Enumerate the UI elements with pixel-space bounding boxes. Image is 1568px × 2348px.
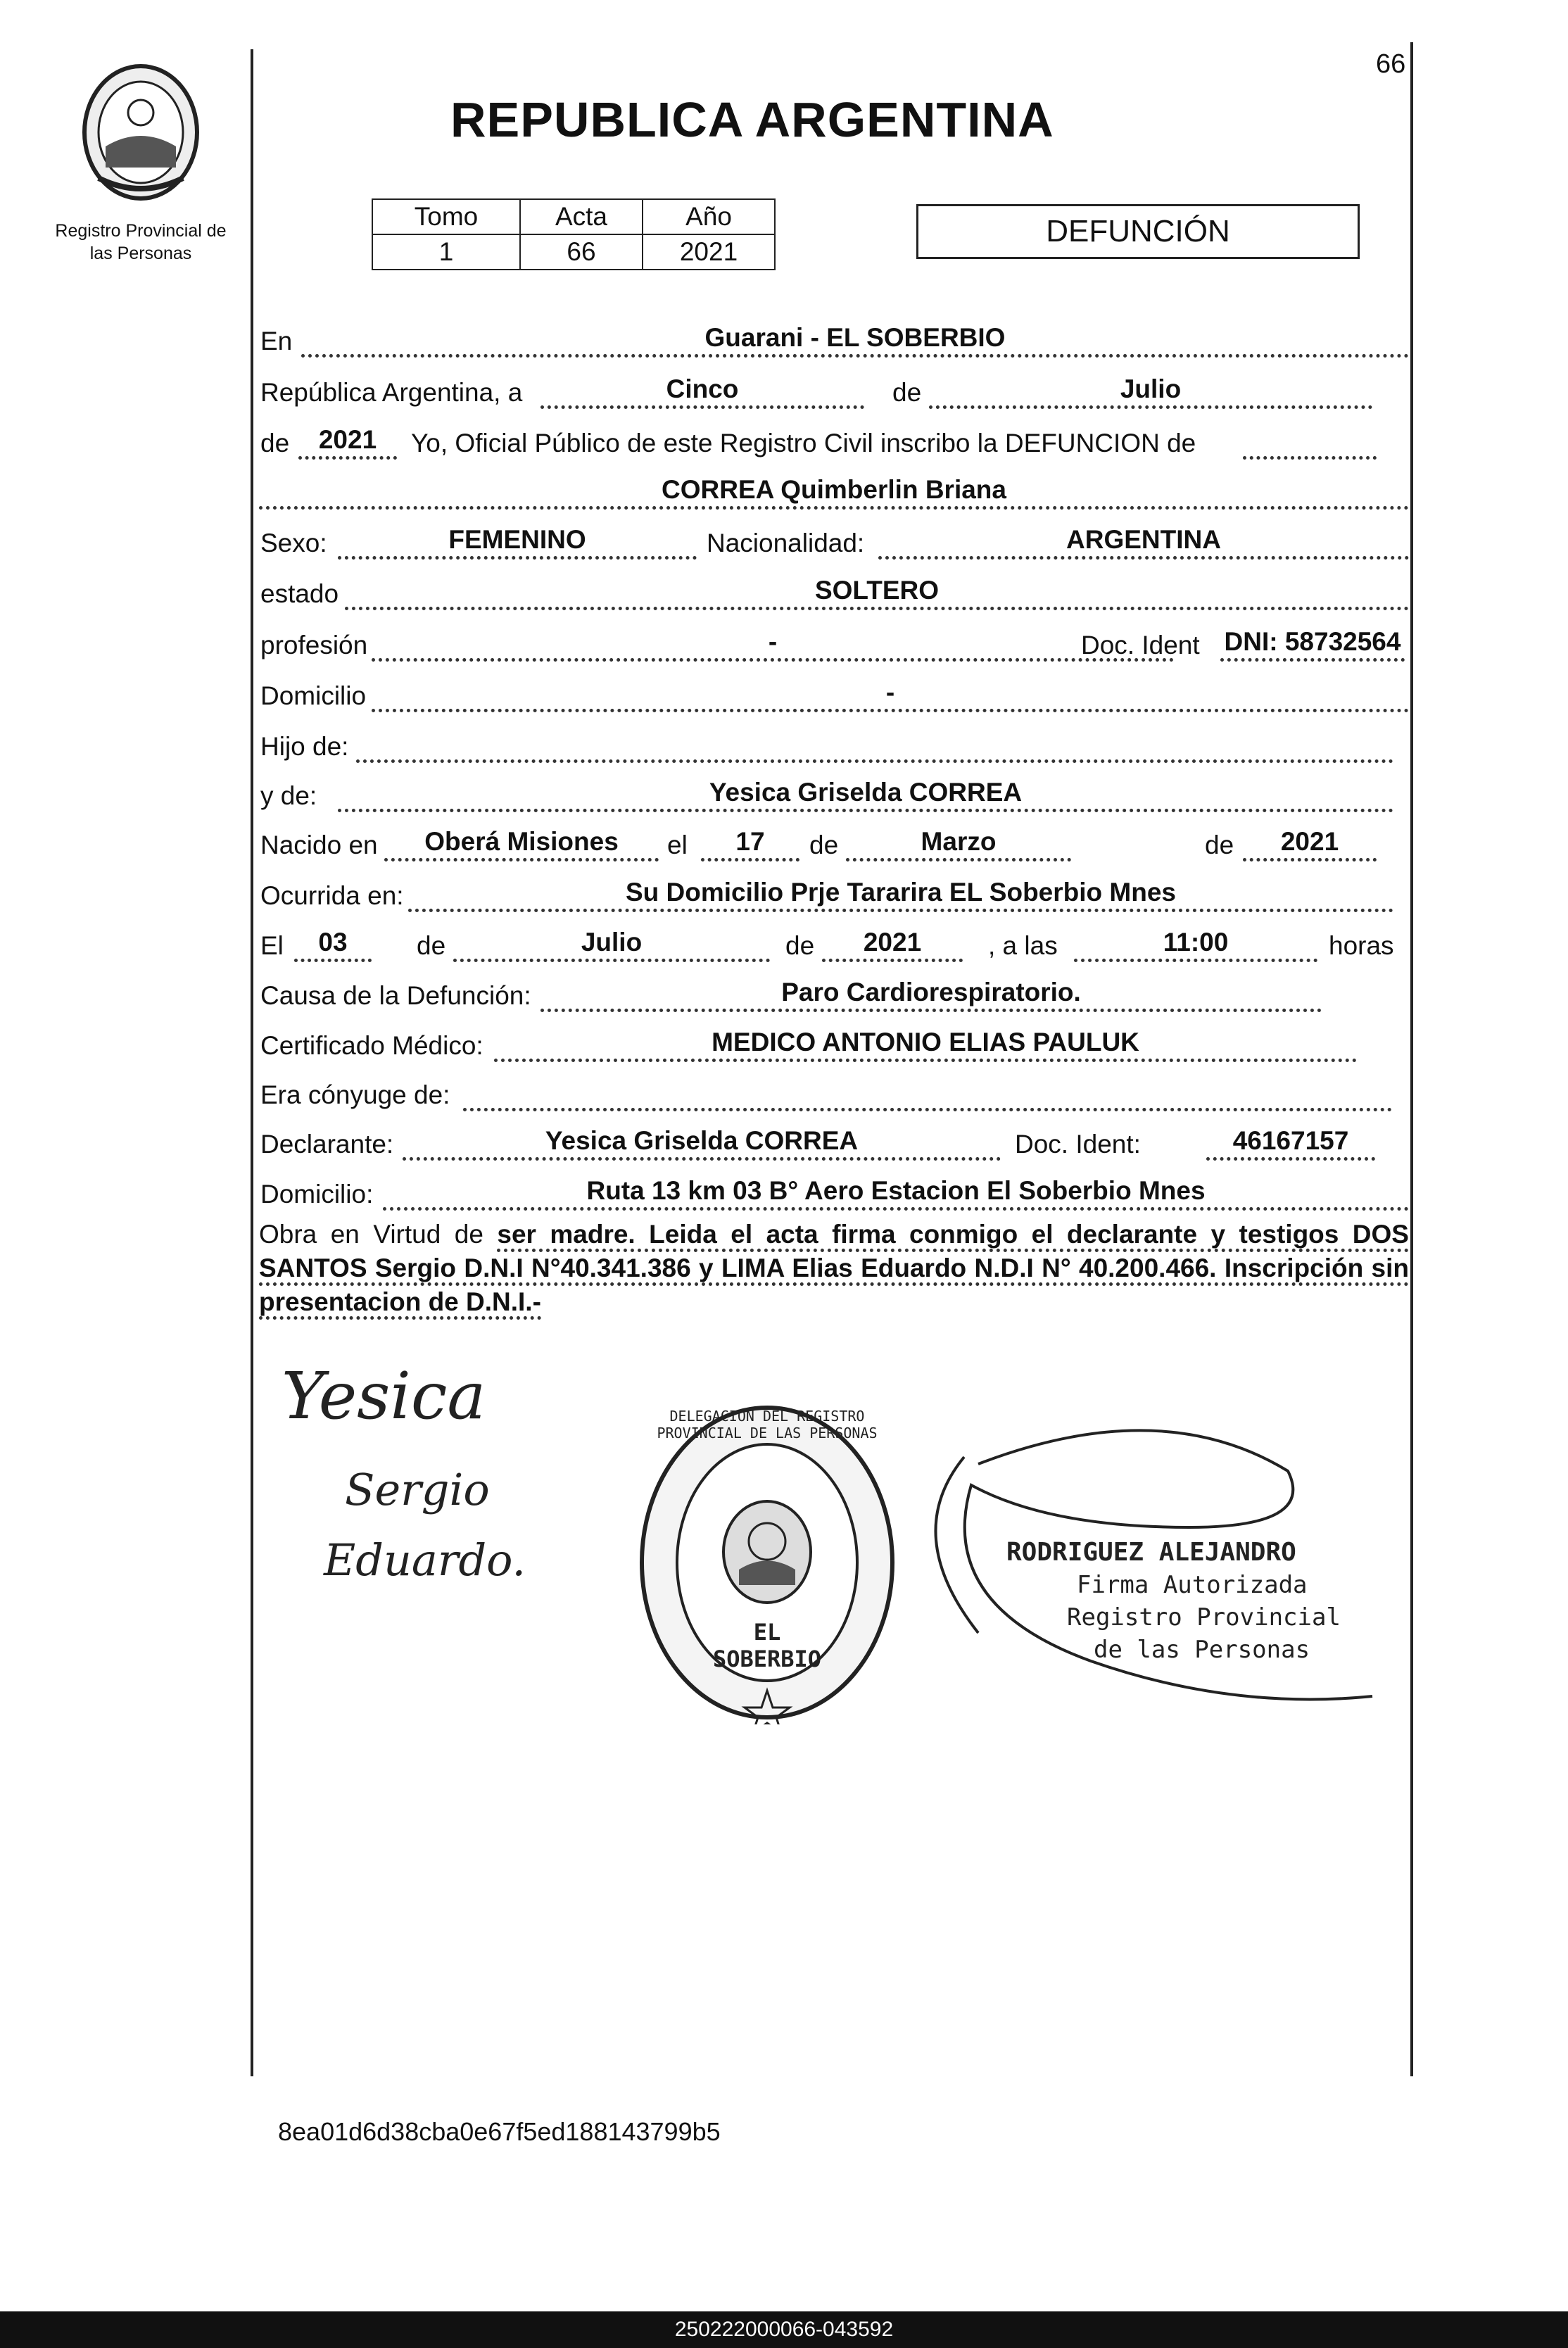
sexo-label: Sexo:	[260, 529, 327, 557]
official-line3: de las Personas	[1094, 1636, 1310, 1664]
causa-value: Paro Cardiorespiratorio.	[540, 976, 1322, 1012]
estado-label: estado	[260, 579, 339, 608]
signature-witness2: Eduardo.	[324, 1534, 526, 1586]
horas-label: horas	[1329, 931, 1394, 960]
nacimiento-mes: Marzo	[846, 826, 1071, 861]
mes-value: Julio	[929, 373, 1372, 409]
obra-text: ser madre. Leida el acta firma conmigo el declarante y testigos DOS SANTOS Sergio D.N.I N°40.341.386 y LIMA Elias Eduardo N.D.I N° 40.200.466. Inscripción sin presentacion de D.N.I.-	[259, 1220, 1409, 1320]
nacido-value: Oberá Misiones	[384, 826, 659, 861]
official-line2: Registro Provincial	[1067, 1603, 1341, 1631]
anio-header: Año	[643, 199, 775, 234]
obra-label: Obra en Virtud de	[259, 1220, 483, 1249]
defuncion-mes: Julio	[453, 926, 770, 962]
row-domicilio	[259, 671, 1413, 721]
doc-ident2-value: 46167157	[1206, 1125, 1375, 1161]
estado-value: SOLTERO	[345, 574, 1409, 610]
row-en	[259, 317, 1413, 366]
de-label-4: de	[417, 931, 446, 960]
profesion-label: profesión	[260, 631, 368, 659]
anio-inscripcion: 2021	[298, 424, 397, 460]
row-causa	[259, 971, 1413, 1021]
row-nombre	[259, 469, 1413, 518]
republica-label: República Argentina, a	[260, 378, 523, 407]
official-name: RODRIGUEZ ALEJANDRO	[1006, 1538, 1296, 1567]
doc-type-box: DEFUNCIÓN	[916, 204, 1360, 259]
profesion-value: -	[372, 626, 1174, 662]
tomo-acta-anio-table	[372, 198, 776, 270]
tomo-header: Tomo	[372, 199, 520, 234]
acta-value: 66	[520, 234, 643, 270]
row-certificado	[259, 1021, 1413, 1071]
de2-label: de	[260, 429, 290, 457]
row-inscribo	[259, 419, 1413, 468]
dia-value: Cinco	[540, 373, 864, 409]
de-label-3: de	[1205, 831, 1234, 859]
ocurrida-label: Ocurrida en:	[260, 881, 404, 910]
row-fecha	[259, 368, 1413, 417]
page-number: 66	[1376, 49, 1406, 79]
el2-label: El	[260, 931, 284, 960]
hijo-value	[356, 727, 1393, 763]
row-conyuge	[259, 1071, 1413, 1120]
row-declarante	[259, 1120, 1413, 1169]
left-margin-line	[251, 49, 253, 2076]
row-yde	[259, 771, 1413, 821]
row-ocurrida	[259, 871, 1413, 921]
signature-witness1: Sergio	[345, 1464, 490, 1515]
row-sexo	[259, 519, 1413, 568]
obra-paragraph	[259, 1218, 1409, 1319]
certificado-value: MEDICO ANTONIO ELIAS PAULUK	[494, 1026, 1357, 1062]
defuncion-hora: 11:00	[1074, 926, 1317, 962]
signature-declarante: Yesica	[282, 1358, 486, 1434]
sexo-value: FEMENINO	[338, 524, 697, 560]
row-estado	[259, 569, 1413, 619]
conyuge-value	[463, 1075, 1392, 1111]
document-hash: 8ea01d6d38cba0e67f5ed188143799b5	[278, 2117, 721, 2146]
declarante-label: Declarante:	[260, 1130, 394, 1159]
de-label-5: de	[785, 931, 815, 960]
page-title: REPUBLICA ARGENTINA	[450, 92, 1054, 147]
declarante-value: Yesica Griselda CORREA	[403, 1125, 1001, 1161]
nacionalidad-value: ARGENTINA	[878, 524, 1409, 560]
domicilio2-label: Domicilio:	[260, 1180, 374, 1208]
certificado-label: Certificado Médico:	[260, 1031, 483, 1060]
row-domicilio2	[259, 1170, 1413, 1219]
doc-ident-label: Doc. Ident	[1081, 631, 1200, 659]
doc-ident2-label: Doc. Ident:	[1015, 1130, 1141, 1159]
official-seal-icon	[633, 1401, 901, 1724]
hijo-label: Hijo de:	[260, 732, 349, 761]
conyuge-label: Era cónyuge de:	[260, 1080, 450, 1109]
inscribo-text: Yo, Oficial Público de este Registro Civil inscribo la DEFUNCION de	[411, 429, 1196, 457]
en-label: En	[260, 327, 293, 355]
yde-value: Yesica Griselda CORREA	[338, 776, 1393, 812]
seal-ring-text: DELEGACION DEL REGISTRO PROVINCIAL DE LAS PERSONAS	[657, 1408, 878, 1441]
de-label: de	[892, 378, 922, 407]
doc-ident-value: DNI: 58732564	[1220, 626, 1405, 662]
nombre-value: CORREA Quimberlin Briana	[259, 474, 1409, 510]
barcode-id-bar: 250222000066-043592	[0, 2311, 1568, 2348]
registry-label-line1: Registro Provincial de	[55, 221, 227, 241]
nacionalidad-label: Nacionalidad:	[707, 529, 865, 557]
seal-center-text: EL SOBERBIO	[712, 1619, 822, 1672]
registry-label	[28, 220, 253, 265]
nacimiento-anio: 2021	[1243, 826, 1377, 861]
alas-label: , a las	[988, 931, 1058, 960]
row-nacido	[259, 821, 1413, 870]
en-value: Guarani - EL SOBERBIO	[301, 322, 1409, 358]
official-line1: Firma Autorizada	[1077, 1571, 1308, 1599]
nacido-label: Nacido en	[260, 831, 378, 859]
registry-label-line2: las Personas	[89, 244, 192, 263]
defuncion-anio: 2021	[822, 926, 963, 962]
nacimiento-dia: 17	[701, 826, 799, 861]
row-fecha-defuncion	[259, 921, 1413, 971]
domicilio-label: Domicilio	[260, 681, 367, 710]
acta-header: Acta	[520, 199, 643, 234]
yde-label: y de:	[260, 781, 317, 810]
defuncion-dia: 03	[294, 926, 372, 962]
ocurrida-value: Su Domicilio Prje Tararira EL Soberbio Mnes	[408, 876, 1393, 912]
inscribo-blank	[1243, 424, 1377, 460]
row-hijo	[259, 722, 1413, 771]
anio-value: 2021	[643, 234, 775, 270]
de-label-2: de	[809, 831, 839, 859]
domicilio-value: -	[372, 676, 1409, 712]
tomo-value: 1	[372, 234, 520, 270]
causa-label: Causa de la Defunción:	[260, 981, 531, 1010]
province-emblem-icon	[70, 62, 211, 203]
el-label: el	[667, 831, 688, 859]
domicilio2-value: Ruta 13 km 03 B° Aero Estacion El Soberbio Mnes	[383, 1175, 1409, 1211]
row-profesion	[259, 621, 1413, 670]
